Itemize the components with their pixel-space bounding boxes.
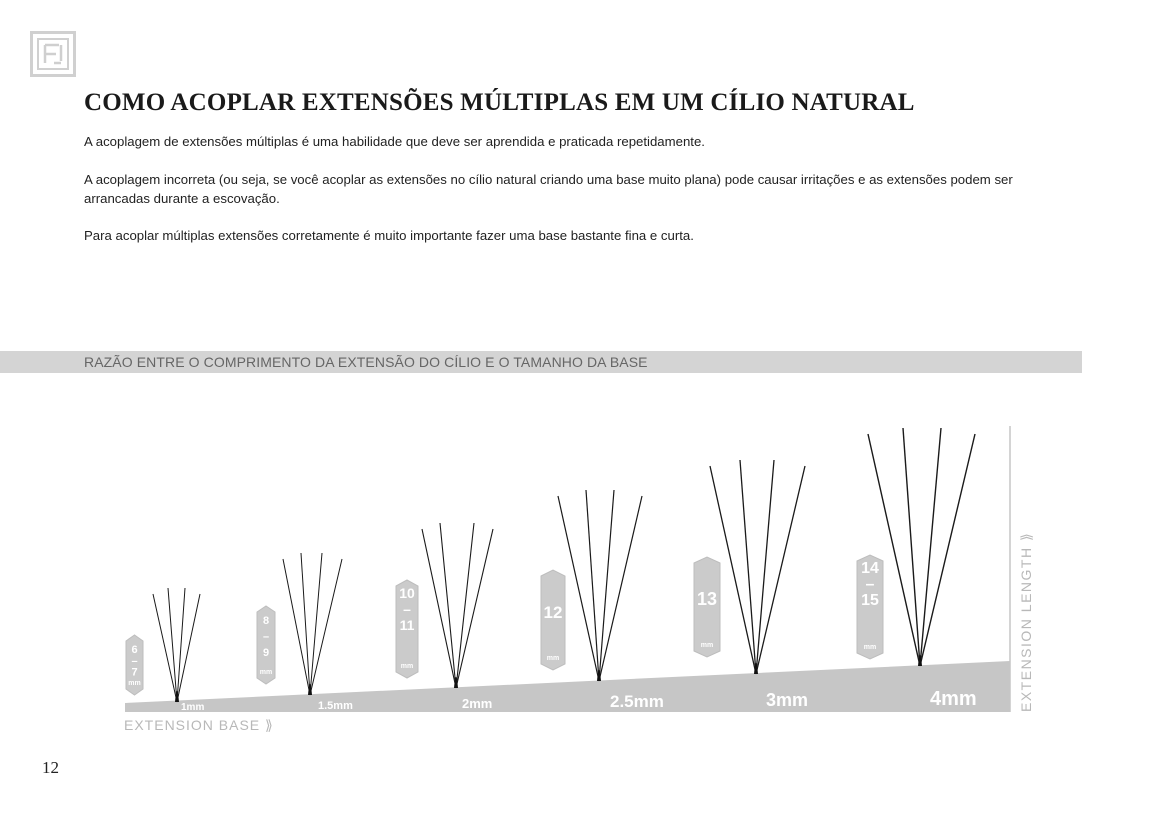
base-size-label: 1.5mm (318, 700, 353, 712)
axis-y-label: EXTENSION LENGTH ⟫ (1018, 531, 1034, 712)
length-value: 6 (131, 644, 138, 656)
length-value: 9 (262, 647, 270, 659)
length-value: 11 (399, 617, 415, 633)
length-unit: mm (259, 669, 273, 676)
instruction-paragraph: Para acoplar múltiplas extensões corretamente é muito importante fazer uma base bastante fina e curta. (84, 228, 694, 243)
lash-strand (756, 460, 774, 674)
lash-group (396, 523, 493, 711)
lash-strand (456, 523, 474, 688)
lash-group (541, 490, 664, 711)
length-value: 10 (399, 585, 415, 601)
brand-logo (30, 31, 76, 77)
lash-strand (599, 496, 642, 681)
length-value: – (262, 631, 270, 643)
lash-strand (440, 523, 456, 688)
base-size-label: 2.5mm (610, 692, 664, 711)
length-unit: mm (546, 655, 560, 662)
base-size-label: 1mm (181, 702, 205, 713)
lash-strand (599, 490, 614, 681)
length-unit: mm (863, 644, 877, 651)
length-value: 14 (861, 560, 879, 577)
length-value: – (131, 655, 138, 668)
lash-strand (310, 559, 342, 695)
length-value: – (865, 576, 875, 593)
lash-strand (422, 529, 456, 688)
base-size-label: 4mm (930, 688, 977, 710)
axis-x-label: EXTENSION BASE ⟫ (124, 717, 274, 733)
lash-strand (756, 466, 805, 674)
lash-strand (920, 428, 941, 666)
lash-ratio-diagram (0, 390, 1060, 740)
length-unit: mm (400, 663, 414, 670)
section-heading: RAZÃO ENTRE O COMPRIMENTO DA EXTENSÃO DO CÍLIO E O TAMANHO DA BASE (84, 354, 648, 370)
length-value: 12 (543, 603, 563, 622)
base-size-label: 2mm (462, 696, 493, 711)
lash-base-bulb (175, 691, 179, 702)
length-value: 15 (861, 592, 879, 609)
page-number: 12 (42, 758, 59, 777)
lash-strand (920, 434, 975, 666)
lash-strand (310, 553, 322, 695)
length-value: – (403, 601, 411, 617)
length-unit: mm (700, 642, 714, 649)
lash-group (257, 553, 353, 712)
lash-base-bulb (597, 670, 601, 681)
warning-paragraph: A acoplagem incorreta (ou seja, se você acoplar as extensões no cílio natural criando uma base muito plana) pode causar irritações e as extensões podem ser arrancadas durante a escovação. (84, 172, 1013, 206)
length-unit: mm (128, 680, 141, 687)
length-value: 7 (131, 666, 138, 679)
base-size-label: 3mm (766, 690, 809, 710)
lash-group (126, 588, 204, 713)
page-title: COMO ACOPLAR EXTENSÕES MÚLTIPLAS EM UM CÍLIO NATURAL (84, 89, 915, 116)
intro-paragraph: A acoplagem de extensões múltiplas é uma habilidade que deve ser aprendida e praticada repetidamente. (84, 134, 705, 149)
lash-strand (456, 529, 493, 688)
lash-strand (168, 588, 177, 702)
lash-strand (153, 594, 177, 702)
lash-strand (740, 460, 756, 674)
section-band (0, 351, 1082, 373)
length-value: 13 (696, 589, 718, 609)
length-value: 8 (262, 615, 270, 627)
